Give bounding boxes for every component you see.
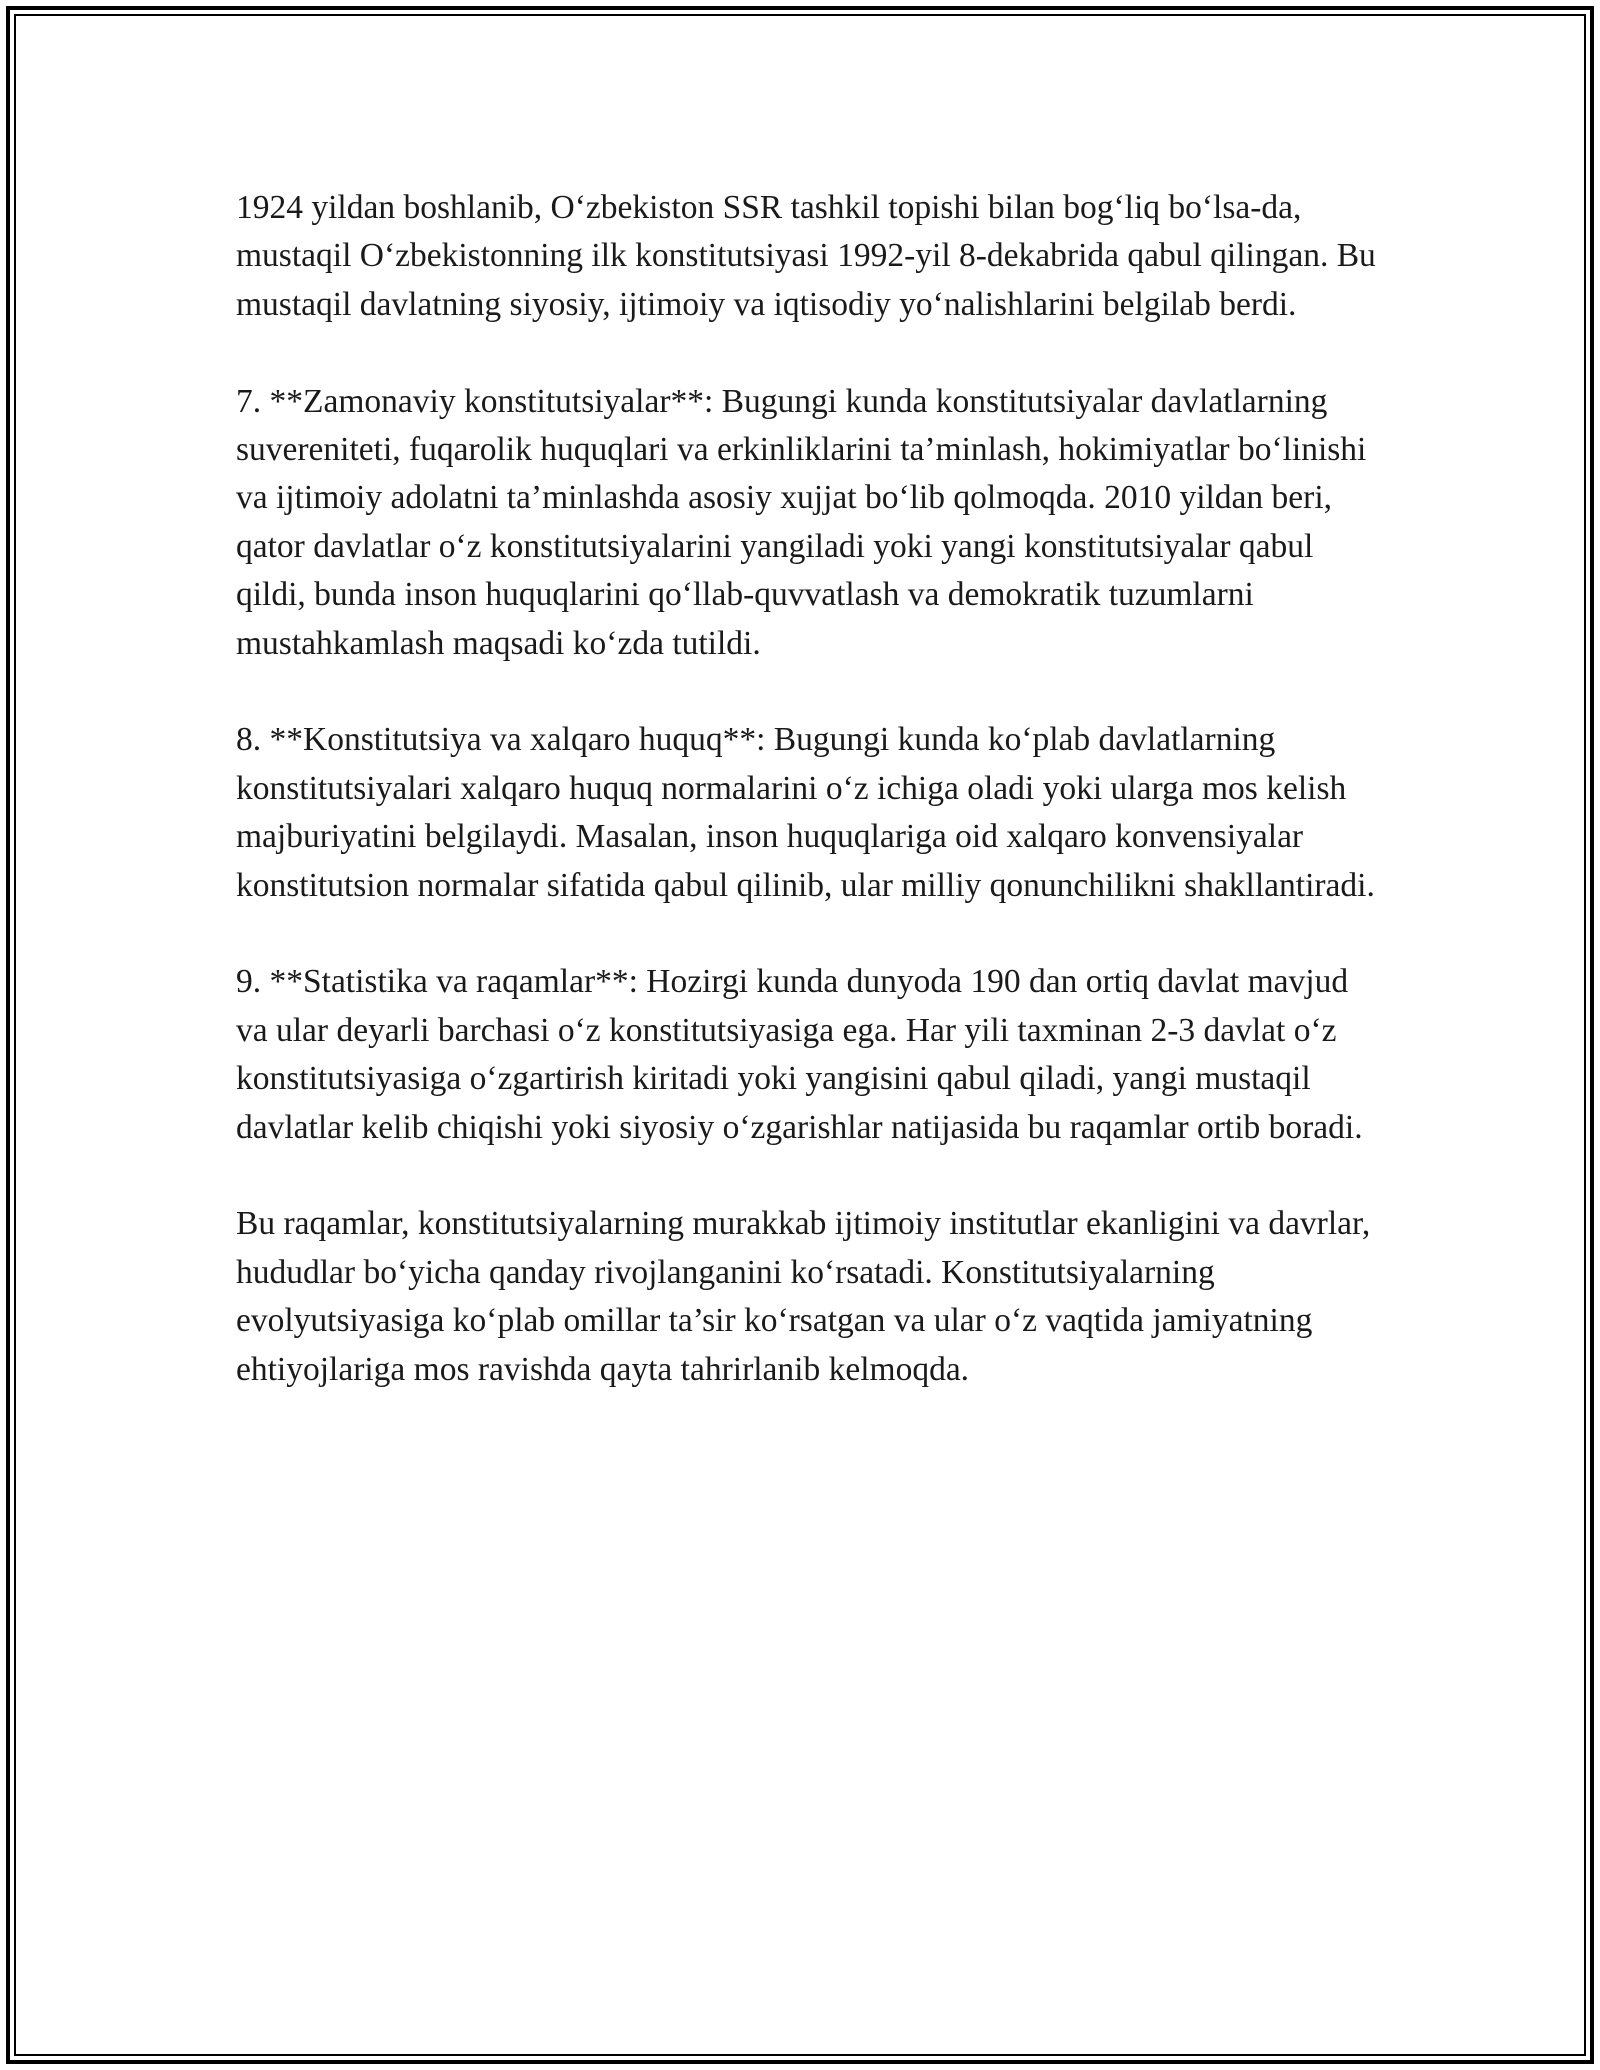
paragraph-statistics: 9. **Statistika va raqamlar**: Hozirgi kunda dunyoda 190 dan ortiq davlat mavjud va ular deyarli barchasi o‘z konstitutsiyasiga ega. Har yili taxminan 2-3 davlat o‘z konstitutsiyasiga o‘zgartirish kiritadi yoki yangisini qabul qiladi, yangi mustaqil davlatlar kelib chiqishi yoki siyosiy o‘zgarishlar natijasida bu raqamlar ortib boradi.: [236, 963, 1363, 1146]
paragraph-modern-constitutions: 7. **Zamonaviy konstitutsiyalar**: Bugungi kunda konstitutsiyalar davlatlarning suvereniteti, fuqarolik huquqlari va erkinliklarini ta’minlash, hokimiyatlar bo‘linishi va ijtimoiy adolatni ta’minlashda asosiy xujjat bo‘lib qolmoqda. 2010 yildan beri, qator davlatlar o‘z konstitutsiyalarini yangiladi yoki yangi konstitutsiyalar qabul qildi, bunda inson huquqlarini qo‘llab-quvvatlash va demokratik tuzumlarni mustahkamlash maqsadi ko‘zda tutildi.: [236, 382, 1367, 662]
paragraph-uzbek-constitution: 1924 yildan boshlanib, O‘zbekiston SSR tashkil topishi bilan bog‘liq bo‘lsa-da, mustaqil O‘zbekistonning ilk konstitutsiyasi 1992-yil 8-dekabrida qabul qilingan. Bu mustaqil davlatning siyosiy, ijtimoiy va iqtisodiy yo‘nalishlarini belgilab berdi.: [236, 189, 1376, 323]
paragraph-international-law: 8. **Konstitutsiya va xalqaro huquq**: Bugungi kunda ko‘plab davlatlarning konstitutsiyalari xalqaro huquq normalarini o‘z ichiga oladi yoki ularga mos kelish majburiyatini belgilaydi. Masalan, inson huquqlariga oid xalqaro konvensiyalar konstitutsion normalar sifatida qabul qilinib, ular milliy qonunchilikni shakllantiradi.: [236, 721, 1375, 904]
paragraph-conclusion: Bu raqamlar, konstitutsiyalarning murakkab ijtimoiy institutlar ekanligini va davrlar, hududlar bo‘yicha qanday rivojlanganini ko‘rsatadi. Konstitutsiyalarning evolyutsiyasiga ko‘plab omillar ta’sir ko‘rsatgan va ular o‘z vaqtida jamiyatning ehtiyojlariga mos ravishda qayta tahrirlanib kelmoqda.: [236, 1205, 1371, 1388]
document-body: [236, 184, 1376, 1394]
